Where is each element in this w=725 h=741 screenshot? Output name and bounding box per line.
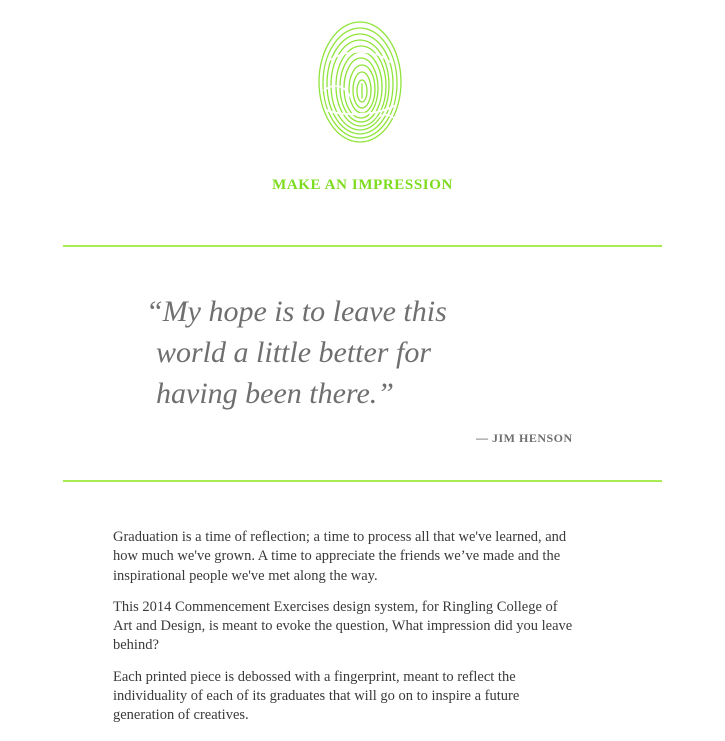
quote-attribution: — JIM HENSON [476, 431, 573, 445]
quote-line: “My hope is to leave this [146, 295, 447, 328]
fingerprint-icon [316, 20, 404, 144]
paragraph: Graduation is a time of reflection; a time to process all that we've learned, and how much we've grown. A time to appreciate the friends we’ve made and the inspirational people we've met along the way. [113, 529, 567, 584]
quote-line: world a little better for [156, 336, 431, 369]
body-text [113, 528, 573, 738]
divider-bottom [63, 480, 662, 482]
paragraph: Each printed piece is debossed with a fingerprint, meant to reflect the individuality of each of its graduates that will go on to inspire a future generation of creatives. [113, 668, 520, 724]
quote-block [146, 291, 476, 414]
paragraph: This 2014 Commencement Exercises design system, for Ringling College of Art and Design, is meant to evoke the question, What impression did you leave behind? [113, 598, 573, 654]
divider-top [63, 245, 662, 247]
page-heading: MAKE AN IMPRESSION [272, 177, 453, 193]
quote-line: having been there.” [156, 377, 394, 410]
